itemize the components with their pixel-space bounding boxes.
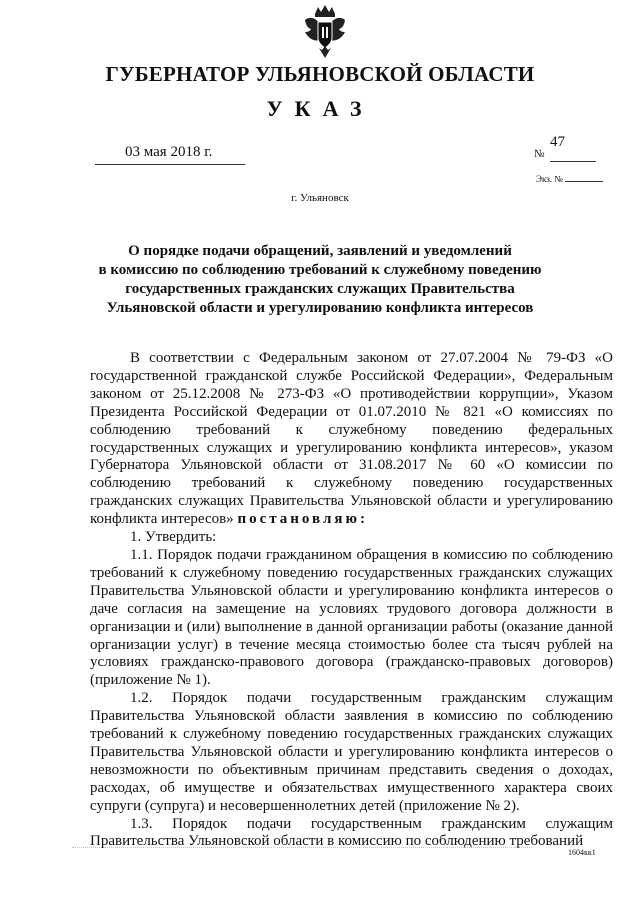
copy-label: Экз. № xyxy=(536,174,563,184)
decree-word: постановляю: xyxy=(237,511,368,528)
date-underline xyxy=(95,164,245,165)
issuing-authority: ГУБЕРНАТОР УЛЬЯНОВСКОЙ ОБЛАСТИ xyxy=(105,62,535,86)
item-1-1: 1.1. Порядок подачи гражданином обращения в комиссию по соблюдению требований к служебному поведению государственных гражданских служащих Правительства Ульяновской области и урегулированию конфликта интересов о даче согласия на замещение на условиях трудового договора должности в организации и (или) выполнение в данной организации работы (оказание данной организации услуг) в течение месяца стоимостью более ста тысяч рублей на условиях гражданско-правового договора (гражданско-правовых договоров) (приложение № 1). xyxy=(90,546,613,689)
decree-number: 47 xyxy=(550,134,565,150)
item-1-2: 1.2. Порядок подачи государственным гражданским служащим Правительства Ульяновской области заявления в комиссию по соблюдению требований к служебному поведению государственных гражданских служащих Правительства Ульяновской области и урегулированию конфликта интересов о невозможности по объективным причинам представить сведения о доходах, расходах, об имуществе и обязательствах имущественного характера своих супруги (супруга) и несовершеннолетних детей (приложение № 2). xyxy=(90,690,613,814)
number-prefix: № xyxy=(534,148,545,160)
page-bottom-rule xyxy=(72,847,532,848)
copy-number-field xyxy=(536,174,603,184)
issue-city: г. Ульяновск xyxy=(291,192,349,204)
title-line: государственных гражданских служащих Правительства xyxy=(125,281,515,297)
decree-title xyxy=(80,242,560,318)
preamble-paragraph xyxy=(90,350,613,529)
decree-date: 03 мая 2018 г. xyxy=(125,144,213,160)
copy-number-blank xyxy=(565,181,603,182)
title-line: О порядке подачи обращений, заявлений и уведомлений xyxy=(128,243,512,259)
decree-number-block xyxy=(534,134,614,164)
title-line: в комиссию по соблюдению требований к служебному поведению xyxy=(98,262,542,278)
document-code: 1604кк1 xyxy=(568,848,596,857)
item-1-3: 1.3. Порядок подачи государственным гражданским служащим Правительства Ульяновской области в комиссию по соблюдению требований xyxy=(90,815,613,850)
title-line: Ульяновской области и урегулированию конфликта интересов xyxy=(106,300,534,316)
preamble-text: В соответствии с Федеральным законом от 27.07.2004 № 79-ФЗ «О государственной гражданской службе Российской Федерации», Федеральным законом от 25.12.2008 № 273-ФЗ «О противодействии коррупции», Указом Президента Российской Федерации от 01.07.2010 № 821 «О комиссиях по соблюдению требований к служебному поведению федеральных государственных служащих и урегулированию конфликта интересов», указом Губернатора Ульяновской области от 31.08.2017 № 60 «О комиссии по соблюдению требований к служебному поведению государственных гражданских служащих Правительства Ульяновской области и урегулированию конфликта интересов» xyxy=(90,350,613,528)
item-1: 1. Утвердить: xyxy=(130,529,217,546)
decree-body xyxy=(90,350,613,851)
number-underline xyxy=(550,161,596,162)
document-type: УКАЗ xyxy=(266,96,374,121)
coat-of-arms-icon xyxy=(302,4,348,60)
